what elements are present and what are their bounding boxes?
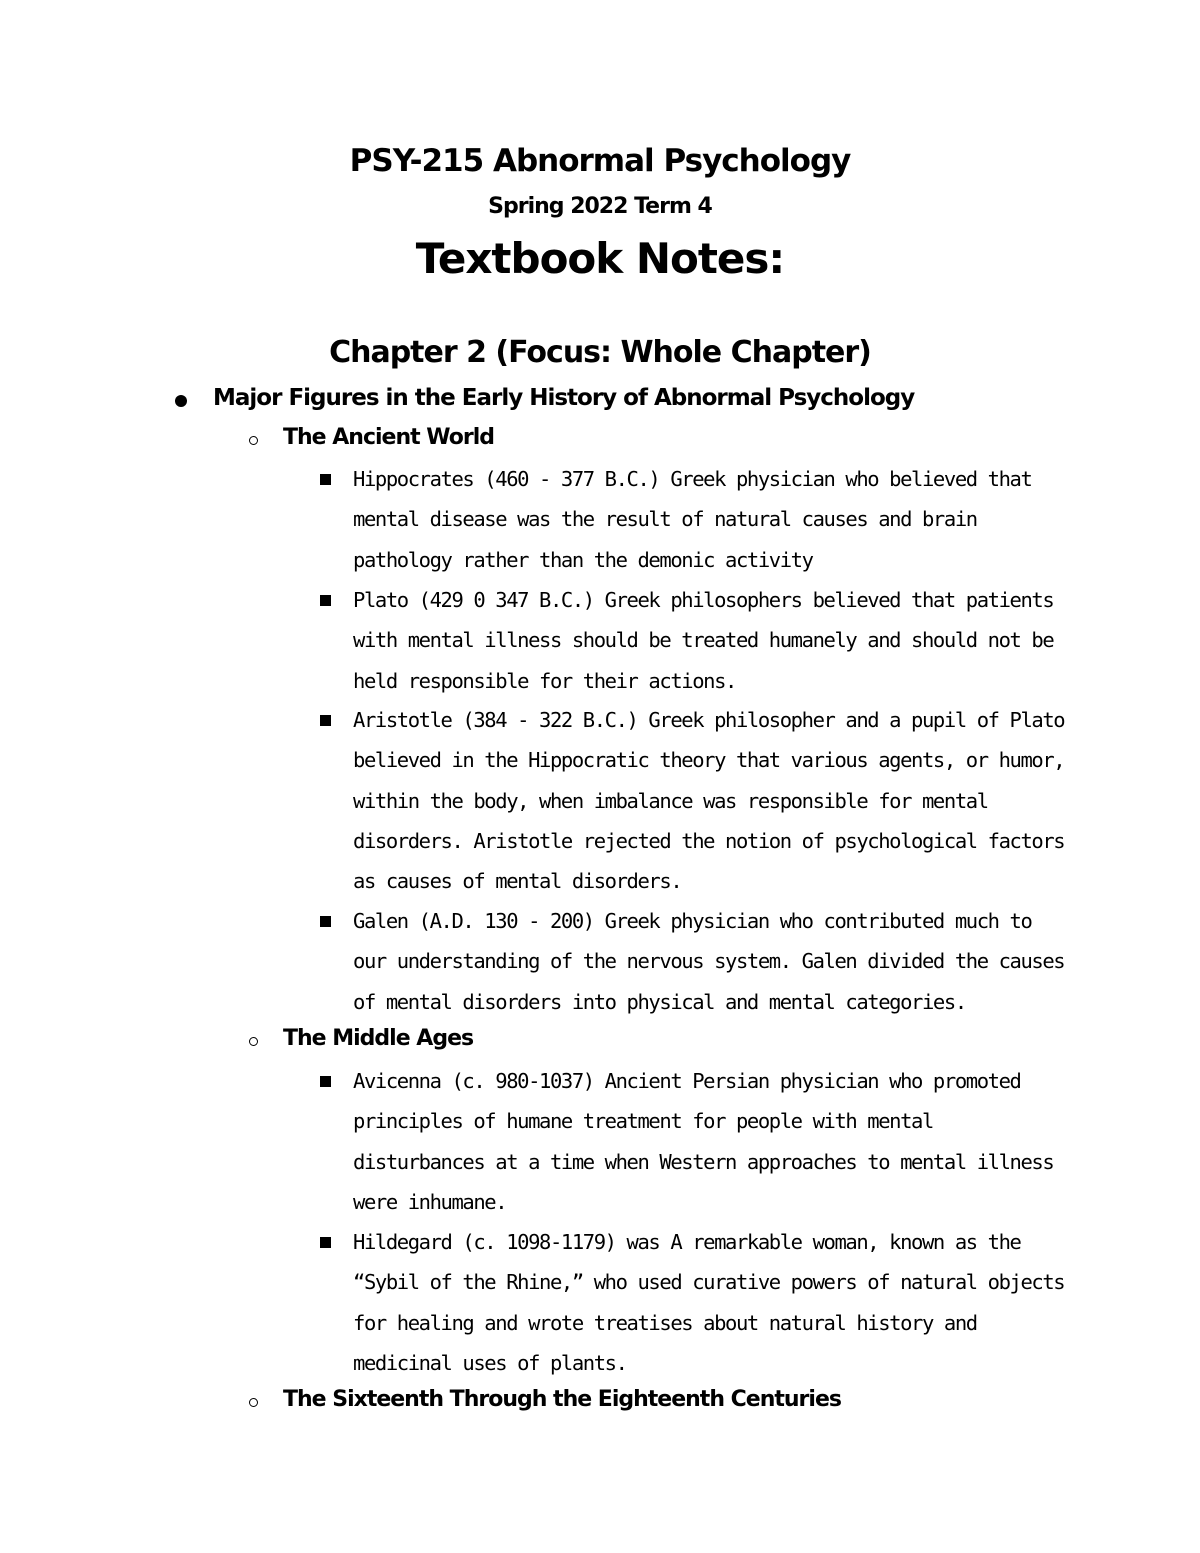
square-bullet-icon [320,474,331,485]
section-title: The Middle Ages [283,1026,474,1051]
hollow-circle-bullet-icon [249,1037,258,1046]
list-item-hildegard [318,1222,1068,1383]
list-item-text: Plato (429 0 347 B.C.) Greek philosophers believed that patients with mental illness should be treated humanely and should not be held responsible for their actions. [353,588,1054,693]
list-item-text: Galen (A.D. 130 - 200) Greek physician who contributed much to our understanding of the nervous system. Galen divided the causes of mental disorders into physical and mental categories. [353,909,1065,1014]
hollow-circle-bullet-icon [249,436,258,445]
section-title: The Sixteenth Through the Eighteenth Centuries [283,1387,841,1412]
list-item-text: Hildegard (c. 1098-1179) was A remarkable woman, known as the “Sybil of the Rhine,” who used curative powers of natural objects for healing and wrote treatises about natural history and medicinal uses of plants. [353,1230,1065,1375]
term-subtitle: Spring 2022 Term 4 [488,194,712,219]
list-item-hippocrates [318,459,1068,580]
hollow-circle-bullet-icon [249,1398,258,1407]
list-item-text: Hippocrates (460 - 377 B.C.) Greek physician who believed that mental disease was the result of natural causes and brain pathology rather than the demonic activity [353,467,1032,572]
square-bullet-icon [320,1076,331,1087]
list-item-avicenna [318,1061,1068,1222]
filled-circle-bullet-icon [175,395,187,407]
square-bullet-icon [320,595,331,606]
list-item-galen [318,901,1068,1022]
notes-heading: Textbook Notes: [415,234,785,283]
square-bullet-icon [320,715,331,726]
course-title: PSY-215 Abnormal Psychology [349,143,851,179]
section-title: The Ancient World [283,425,495,450]
list-item-plato [318,580,1068,701]
outline-topic-label: Major Figures in the Early History of Abnormal Psychology [213,385,915,411]
list-item-aristotle [318,700,1068,901]
square-bullet-icon [320,916,331,927]
list-item-text: Avicenna (c. 980-1037) Ancient Persian physician who promoted principles of humane treatment for people with mental disturbances at a time when Western approaches to mental illness were inhumane. [353,1069,1054,1214]
chapter-heading: Chapter 2 (Focus: Whole Chapter) [329,335,871,370]
list-item-text: Aristotle (384 - 322 B.C.) Greek philosopher and a pupil of Plato believed in the Hippocratic theory that various agents, or humor, within the body, when imbalance was responsible for mental disorders. Aristotle rejected the notion of psychological factors as causes of mental disorders. [353,708,1065,894]
square-bullet-icon [320,1237,331,1248]
